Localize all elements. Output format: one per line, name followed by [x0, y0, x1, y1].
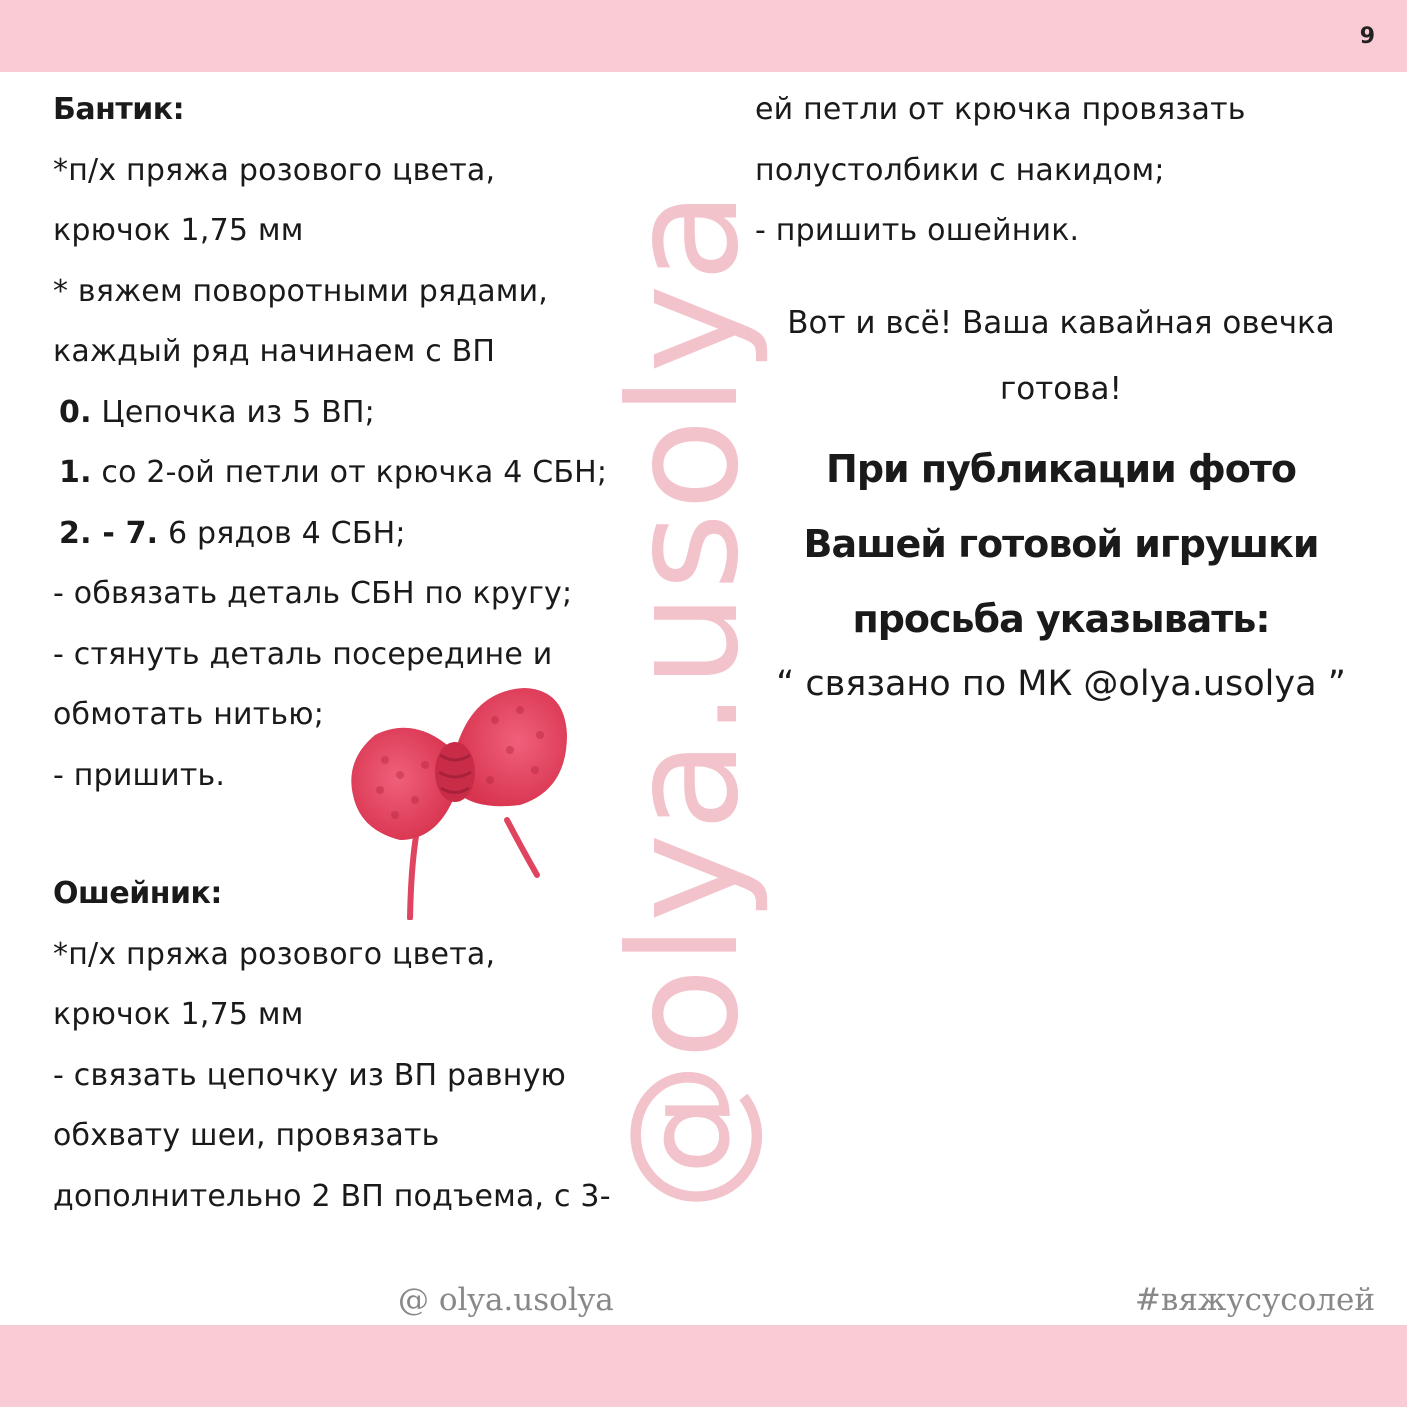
bow-title: Бантик: [53, 92, 185, 127]
publish-line: просьба указывать: [852, 597, 1270, 641]
collar-line: крючок 1,75 мм [53, 997, 304, 1032]
bow-after-line: - стянуть деталь посередине и [53, 636, 553, 672]
step-number: 0. [59, 394, 92, 430]
footer-hashtag: #вяжусусолей [1134, 1282, 1375, 1318]
publish-line: При публикации фото [826, 447, 1296, 491]
bow-after-line: - пришить. [53, 757, 226, 793]
publish-request [755, 432, 1367, 717]
collar-line: - связать цепочку из ВП равную [53, 1057, 566, 1093]
right-column [755, 80, 1375, 262]
step-text: 6 рядов 4 СБН; [158, 515, 406, 551]
step-number: 2. - 7. [59, 515, 159, 551]
collar-line: обхвату шеи, провязать [53, 1118, 440, 1153]
step-row [53, 504, 673, 565]
bow-after-line: обмотать нитью; [53, 697, 325, 732]
continuation-line: - пришить ошейник. [755, 213, 1080, 248]
final-note-line: Вот и всё! Ваша кавайная овечка [787, 305, 1335, 341]
step-row [53, 383, 673, 444]
bow-line: крючок 1,75 мм [53, 213, 304, 248]
collar-line: дополнительно 2 ВП подъема, с 3- [53, 1178, 611, 1214]
watermark: @olya.usolya [598, 188, 772, 1212]
continuation-line: полустолбики с накидом; [755, 152, 1165, 188]
final-note [755, 290, 1367, 422]
collar-line: *п/х пряжа розового цвета, [53, 936, 496, 972]
continuation-line: ей петли от крючка провязать [755, 92, 1246, 127]
credit-line: “ связано по МК @olya.usolya ” [776, 664, 1346, 704]
bow-line: каждый ряд начинаем с ВП [53, 334, 496, 369]
page-number: 9 [1359, 24, 1375, 49]
step-row [53, 443, 673, 504]
bow-after-line: - обвязать деталь СБН по кругу; [53, 576, 573, 611]
publish-line: Вашей готовой игрушки [803, 522, 1319, 566]
left-column [53, 80, 673, 1227]
top-band [0, 0, 1407, 72]
collar-title: Ошейник: [53, 876, 222, 911]
step-text: со 2-ой петли от крючка 4 СБН; [91, 455, 608, 490]
step-text: Цепочка из 5 ВП; [91, 394, 375, 430]
bow-line: *п/х пряжа розового цвета, [53, 152, 496, 188]
bow-line: * вяжем поворотными рядами, [53, 273, 549, 309]
bottom-band [0, 1325, 1407, 1407]
bow-tail-right [507, 820, 537, 875]
footer-handle: @ olya.usolya [398, 1282, 614, 1318]
bow-tail-left [410, 830, 417, 918]
final-note-line: готова! [1000, 371, 1122, 407]
crochet-bow-image [345, 680, 575, 920]
step-number: 1. [59, 455, 92, 490]
